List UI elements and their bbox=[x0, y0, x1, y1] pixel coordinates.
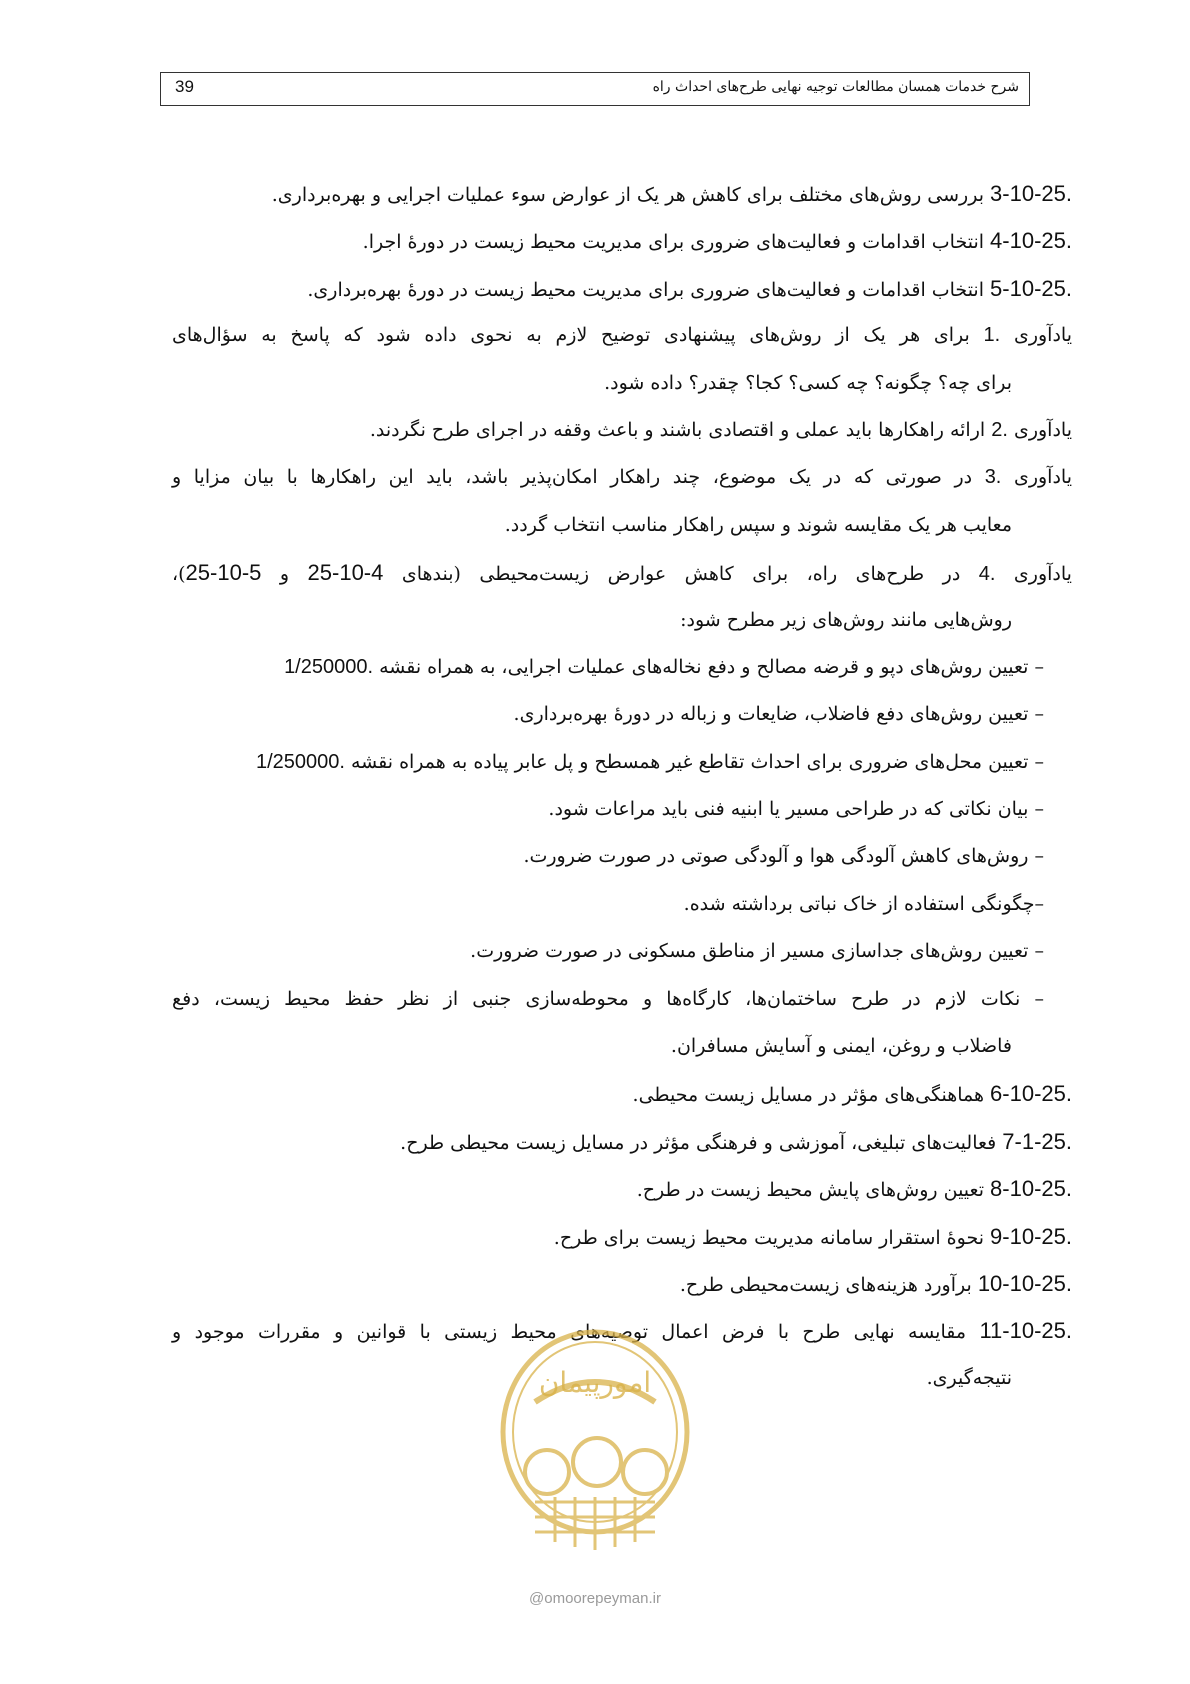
item-number: 7-1-25. bbox=[1002, 1128, 1072, 1154]
note-label: یادآوری bbox=[1000, 324, 1072, 347]
note-4-line-2: روش‌هایی مانند روش‌های زیر مطرح شود: bbox=[680, 608, 1012, 631]
bullet-item: – نکات لازم در طرح ساختمان‌ها، کارگاه‌ها و محوطه‌سازی جنبی از نظر حفظ محیط زیست، دفع bbox=[172, 987, 1044, 1010]
note-number: 3. bbox=[984, 466, 1002, 489]
item-5-10-25 bbox=[172, 265, 1072, 312]
item-7-1-25 bbox=[172, 1118, 1072, 1165]
item-text: فعالیت‌های تبلیغی، آموزشی و فرهنگی مؤثر در مسایل زیست محیطی طرح. bbox=[400, 1131, 1003, 1154]
item-3-10-25 bbox=[172, 170, 1072, 217]
item-6-10-25 bbox=[172, 1070, 1072, 1117]
item-text: بررسی روش‌های مختلف برای کاهش هر یک از عوارض سوء عملیات اجرایی و بهره‌برداری. bbox=[271, 184, 991, 206]
watermark-logo-text: امورپیمان bbox=[538, 1366, 652, 1399]
item-10-10-25 bbox=[172, 1260, 1072, 1307]
item-8-10-25 bbox=[172, 1165, 1072, 1212]
watermark-logo bbox=[495, 1322, 695, 1572]
item-text: برآورد هزینه‌های زیست‌محیطی طرح. bbox=[679, 1273, 978, 1296]
note-text: برای هر یک از روش‌های پیشنهادی توضیح لازم به نحوی داده شود که پاسخ به سؤال‌های bbox=[172, 324, 984, 347]
note-3-line-2: معایب هر یک مقایسه شوند و سپس راهکار مناسب انتخاب گردد. bbox=[504, 513, 1012, 536]
clause-ref: 25-10-5 bbox=[185, 560, 262, 586]
bullet-text: – تعیین روش‌های دپو و قرضه مصالح و دفع نخاله‌های عملیات اجرایی، به همراه نقشه bbox=[373, 655, 1044, 678]
bullet-item: –چگونگی استفاده از خاک نباتی برداشته شده. bbox=[683, 892, 1044, 915]
note-label: یادآوری bbox=[995, 563, 1072, 586]
item-number: 8-10-25. bbox=[990, 1176, 1072, 1202]
item-text: نحوهٔ استقرار سامانه مدیریت محیط زیست برای طرح. bbox=[553, 1226, 991, 1249]
note-number: 1. bbox=[983, 324, 1001, 347]
note-text: در صورتی که در یک موضوع، چند راهکار امکان‌پذیر باشد، باید این راهکارها با بیان مزایا و bbox=[172, 466, 985, 489]
item-4-10-25 bbox=[172, 217, 1072, 264]
item-number: 4-10-25. bbox=[990, 228, 1072, 254]
item-11-10-25-continued: نتیجه‌گیری. bbox=[926, 1366, 1012, 1389]
note-text: )، bbox=[172, 563, 186, 586]
watermark-gear-icon bbox=[525, 1438, 667, 1494]
map-scale: 1/250000. bbox=[255, 750, 345, 773]
page-header bbox=[160, 72, 1030, 106]
item-9-10-25 bbox=[172, 1213, 1072, 1260]
bullet-item: – بیان نکاتی که در طراحی مسیر یا ابنیه فنی باید مراعات شود. bbox=[548, 798, 1044, 821]
bullet-item: – روش‌های کاهش آلودگی هوا و آلودگی صوتی در صورت ضرورت. bbox=[523, 845, 1044, 868]
header-title: شرح خدمات همسان مطالعات توجیه نهایی طرح‌های احداث راه bbox=[652, 79, 1019, 95]
note-text: ارائه راهکارها باید عملی و اقتصادی باشند و باعث وقفه در اجرای طرح نگردند. bbox=[369, 418, 992, 441]
note-number: 2. bbox=[991, 418, 1008, 441]
item-text: تعیین روش‌های پایش محیط زیست در طرح. bbox=[636, 1179, 991, 1202]
bullet-item: – تعیین روش‌های دفع فاضلاب، ضایعات و زباله در دورهٔ بهره‌برداری. bbox=[513, 703, 1044, 726]
note-text: در طرح‌های راه، برای کاهش عوارض زیست‌محیطی (بندهای bbox=[383, 563, 979, 586]
note-4-line-1 bbox=[172, 549, 1072, 596]
note-1-line-1 bbox=[172, 312, 1072, 359]
note-3-line-1 bbox=[172, 454, 1072, 501]
bullet-text: – تعیین محل‌های ضروری برای احداث تقاطع غیر همسطح و پل عابر پیاده به همراه نقشه bbox=[344, 750, 1044, 773]
item-number: 11-10-25. bbox=[979, 1318, 1072, 1344]
note-number: 4. bbox=[978, 563, 996, 586]
bullet-item bbox=[172, 644, 1044, 691]
clause-ref: 25-10-4 bbox=[307, 560, 384, 586]
bullet-item-continued: فاضلاب و روغن، ایمنی و آسایش مسافران. bbox=[670, 1035, 1012, 1058]
note-text: و bbox=[261, 563, 308, 586]
item-text: هماهنگی‌های مؤثر در مسایل زیست محیطی. bbox=[632, 1084, 991, 1107]
page-number: 39 bbox=[175, 77, 194, 96]
item-text: مقایسه نهایی طرح با فرض اعمال توصیه‌های محیط زیستی با قوانین و مقررات موجود و bbox=[172, 1321, 980, 1344]
bullet-item: – تعیین روش‌های جداسازی مسیر از مناطق مسکونی در صورت ضرورت. bbox=[470, 940, 1044, 963]
note-label: یادآوری bbox=[1007, 418, 1072, 441]
item-text: انتخاب اقدامات و فعالیت‌های ضروری برای مدیریت محیط زیست در دورهٔ بهره‌برداری. bbox=[307, 278, 991, 301]
item-number: 3-10-25. bbox=[990, 181, 1072, 206]
bullet-item bbox=[172, 739, 1044, 786]
watermark-url: @omoorepeyman.ir bbox=[529, 1590, 661, 1607]
map-scale: 1/250000. bbox=[284, 655, 374, 678]
note-2 bbox=[172, 407, 1072, 454]
item-number: 10-10-25. bbox=[977, 1270, 1072, 1296]
item-text: انتخاب اقدامات و فعالیت‌های ضروری برای مدیریت محیط زیست در دورهٔ اجرا. bbox=[362, 231, 991, 254]
item-number: 6-10-25. bbox=[990, 1081, 1072, 1107]
note-1-line-2: برای چه؟ چگونه؟ چه کسی؟ کجا؟ چقدر؟ داده شود. bbox=[604, 371, 1012, 394]
item-number: 9-10-25. bbox=[990, 1223, 1072, 1249]
note-label: یادآوری bbox=[1001, 466, 1072, 489]
page-body bbox=[172, 170, 1072, 1402]
item-number: 5-10-25. bbox=[990, 275, 1072, 301]
